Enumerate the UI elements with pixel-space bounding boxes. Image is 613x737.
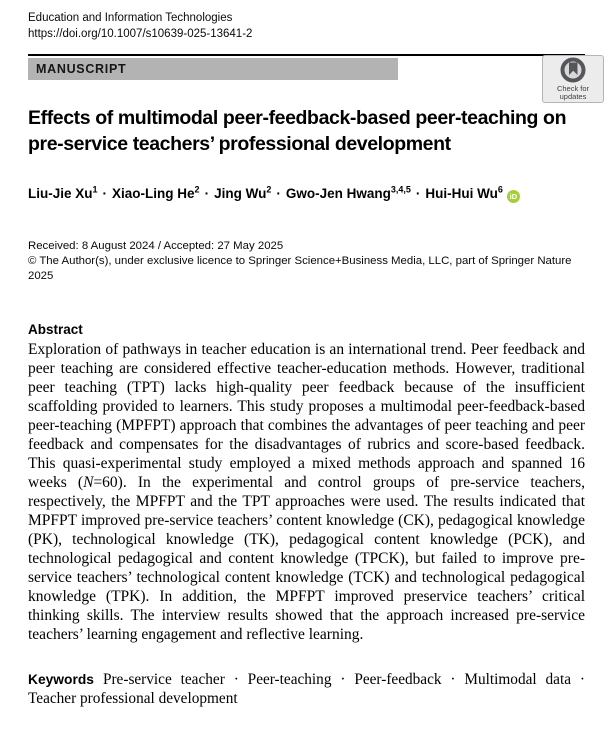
author-separator: ·	[102, 186, 108, 201]
authors-line	[28, 186, 585, 203]
doi-link[interactable]: https://doi.org/10.1007/s10639-025-13641-2	[28, 28, 253, 40]
abstract-part1: Exploration of pathways in teacher education is an international trend. Peer feedback and peer teaching are considered effective teacher-education methods. However, traditional peer teaching (TPT) lacks high-quality peer feedback because of the insufficient scaffolding provided to learners. This study proposes a multimodal peer-feedback-based peer-teaching (MPFPT) approach that combines the advantages of peer teaching and peer feedback and compensates for the disadvantages of rubrics and score-based feedback. This quasi-experimental study employed a mixed methods approach and spanned 16 weeks (	[28, 341, 585, 491]
copyright-line: © The Author(s), under exclusive licence to Springer Science+Business Media, LLC, part of Springer Nature 2025	[28, 255, 572, 282]
check-badge-label-line1: Check for	[556, 83, 590, 93]
orcid-icon[interactable]: iD	[507, 190, 520, 203]
author-separator: ·	[204, 186, 210, 201]
author-superscript: 6	[497, 184, 503, 195]
keywords-line	[28, 670, 585, 708]
sample-size-symbol: N	[83, 474, 94, 491]
author-name: Xiao-Ling He$^2$	[112, 184, 200, 201]
author-name: Hui-Hui Wu$^6$	[425, 184, 503, 201]
author-superscript: 1	[92, 184, 98, 195]
author-superscript: 3,4,5	[390, 184, 411, 195]
article-meta	[28, 239, 585, 284]
check-badge-label-line2: updates	[559, 92, 587, 101]
author-name: Liu-Jie Xu$^1$	[28, 184, 98, 201]
manuscript-banner	[28, 58, 398, 80]
author-separator: ·	[415, 186, 421, 201]
manuscript-label: MANUSCRIPT	[36, 62, 127, 76]
author-superscript: 2	[194, 184, 200, 195]
received-accepted-line: Received: 8 August 2024 / Accepted: 27 May 2025	[28, 240, 284, 252]
keywords-text: Pre-service teacher · Peer-teaching · Peer-feedback · Multimodal data · Teacher professional development	[28, 671, 585, 707]
header-rule	[28, 54, 585, 56]
journal-header	[28, 10, 585, 42]
author-superscript: 2	[266, 184, 272, 195]
author-name: Gwo-Jen Hwang$^{3,4,5}$	[285, 184, 411, 201]
keywords-label: Keywords	[28, 672, 94, 687]
abstract-section	[28, 322, 585, 644]
journal-title: Education and Information Technologies	[28, 12, 233, 24]
author-name: Jing Wu$^2$	[214, 184, 272, 201]
crossmark-bookmark-icon	[560, 57, 586, 83]
article-title: Effects of multimodal peer-feedback-based peer-teaching on pre-service teachers’ professional development	[28, 107, 567, 155]
author-separator: ·	[276, 186, 281, 201]
abstract-part2: =60). In the experimental and control groups of pre-service teachers, respectively, the MPFPT and the TPT approaches were used. The results indicated that MPFPT improved pre-service teachers’ content knowledge (CK), pedagogical knowledge (PK), technological knowledge (TK), pedagogical content knowledge (PCK), and technological pedagogical and content knowledge (TPCK), but failed to improve pre-service teachers’ technological content knowledge (TCK) and technological pedagogical knowledge (TPK). In addition, the MPFPT improved preservice teachers’ critical thinking skills. The interview results showed that the approach increased pre-service teachers’ learning engagement and reflective learning.	[28, 474, 586, 643]
abstract-text	[28, 340, 585, 644]
check-for-updates-badge[interactable]	[542, 55, 604, 103]
abstract-heading: Abstract	[28, 322, 83, 337]
